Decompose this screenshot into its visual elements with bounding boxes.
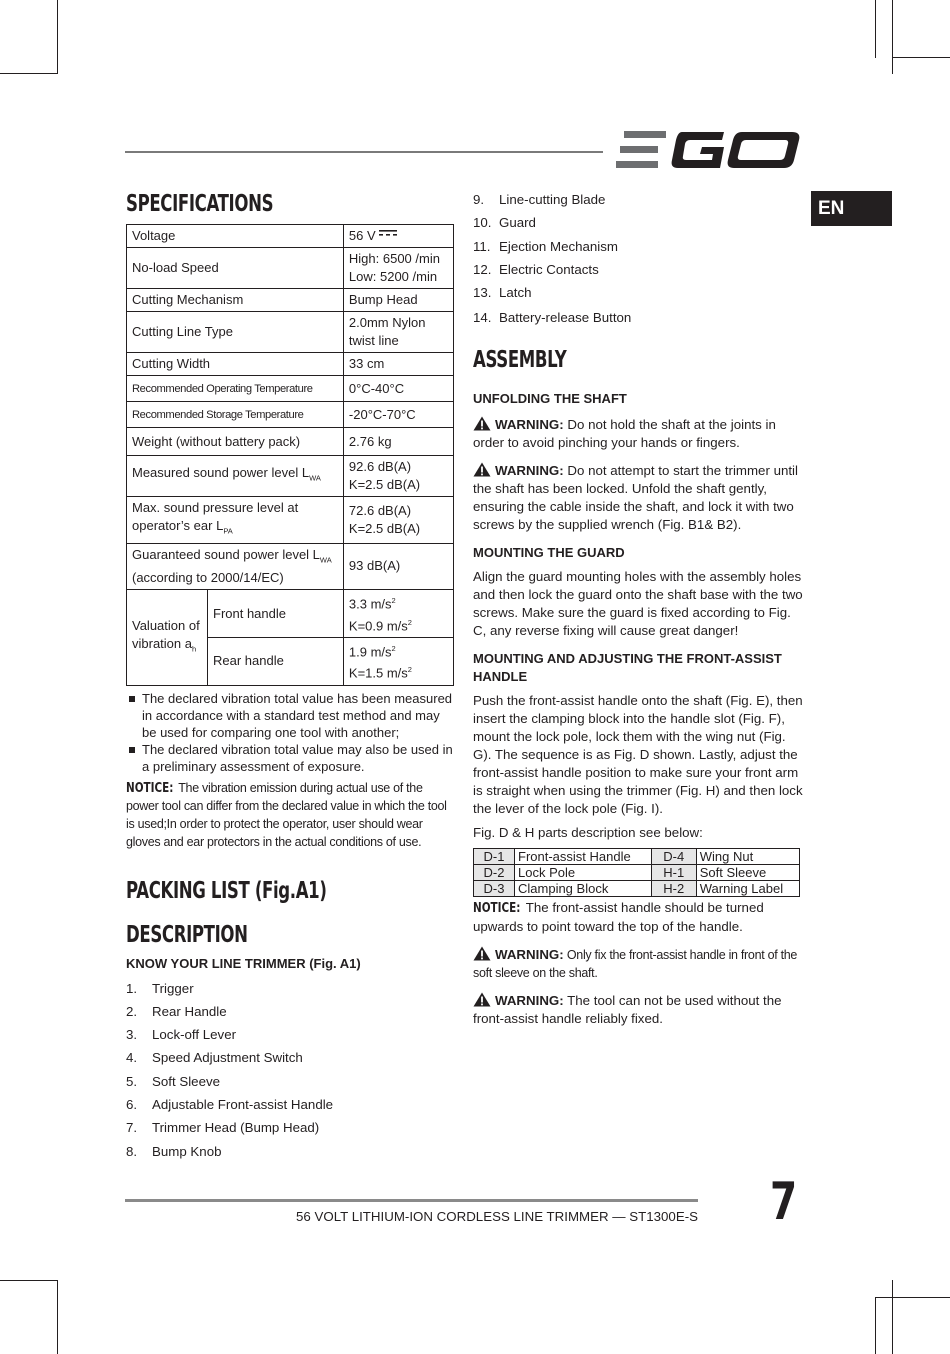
crop-mark	[892, 57, 950, 58]
description-subheading: KNOW YOUR LINE TRIMMER (Fig. A1)	[126, 955, 361, 971]
dc-symbol-icon	[379, 230, 397, 238]
handle-heading: MOUNTING AND ADJUSTING THE FRONT-ASSIST HANDLE	[473, 650, 782, 684]
list-item: 4. Speed Adjustment Switch	[126, 1050, 303, 1066]
table-row: Valuation of vibration $a_h$ Front handle 3.3 $m/s^2$ K=0.9 $m/s^2$	[127, 590, 454, 638]
table-row: Recommended Storage Temperature -20°C-70°C	[127, 402, 454, 428]
parts-list	[126, 977, 456, 1163]
footer-rule	[125, 1199, 698, 1202]
table-row: Voltage 56 V	[127, 225, 454, 248]
specifications-table	[126, 224, 454, 686]
parts-description-table	[473, 848, 800, 897]
list-item: 13. Latch	[473, 285, 532, 301]
warning-triangle-icon	[473, 992, 491, 1007]
table-row: Measured sound power level $L_{WA}$ 92.6 dB(A) K=2.5 dB(A)	[127, 456, 454, 497]
crop-mark	[57, 0, 58, 74]
warning-triangle-icon	[473, 462, 491, 477]
table-row: D-3 Clamping Block H-2 Warning Label	[474, 880, 800, 896]
left-column	[126, 188, 456, 1163]
description-heading: DESCRIPTION	[126, 921, 248, 948]
list-item: 6. Adjustable Front-assist Handle	[126, 1096, 334, 1112]
crop-mark	[892, 1280, 893, 1354]
crop-mark	[875, 0, 876, 58]
list-item: 2. Rear Handle	[126, 1003, 227, 1019]
list-item: The declared vibration total value has been measured in accordance with a standard test method and may be used for comparing one tool with another;	[126, 690, 456, 741]
crop-mark	[0, 1280, 58, 1281]
vibration-notes	[126, 690, 456, 775]
table-row: Recommended Operating Temperature 0°C-40°C	[127, 376, 454, 402]
header-rule	[125, 151, 603, 153]
table-row: No-load Speed High: 6500 /min Low: 5200 /min	[127, 248, 454, 289]
crop-mark	[0, 73, 58, 74]
warning-triangle-icon	[473, 946, 491, 961]
guard-text: Align the guard mounting holes with the assembly holes and then lock the guard onto the shaft base with the two screws. Make sure the guard is fixed according to Fig. C, any reverse fixing will cause great danger!	[473, 568, 803, 638]
crop-mark	[57, 1280, 58, 1354]
table-row: Max. sound pressure level at operator’s ear $L_{PA}$ 72.6 dB(A) K=2.5 dB(A)	[127, 497, 454, 544]
list-item: 7. Trimmer Head (Bump Head)	[126, 1120, 320, 1136]
warning-triangle-icon	[473, 416, 491, 431]
parts-list-continued	[473, 188, 803, 330]
list-item: 5. Soft Sleeve	[126, 1073, 221, 1089]
warning-paragraph: WARNING: Do not attempt to start the trimmer until the shaft has been locked. Unfold the shaft gently, ensuring the cable inside the shaft, and lock it with two screws by the supplied wrench (Fig. B1& B2).	[473, 462, 798, 532]
list-item: 14. Battery-release Button	[473, 310, 632, 326]
table-row: Guaranteed sound power level $L_{WA}$ (according to 2000/14/EC) 93 dB(A)	[127, 543, 454, 590]
handle-text: Push the front-assist handle onto the shaft (Fig. E), then insert the clamping block into the handle slot (Fig. F), mount the lock pole, lock them with the wing nut (Fig. G). The sequence is as Fig. D shown. Lastly, adjust the front-assist handle position to make sure your front arm is straight when using the trimmer (Fig. H) and then lock the lever of the lock pole (Fig. I).	[473, 692, 803, 816]
list-item: 8. Bump Knob	[126, 1143, 222, 1159]
packing-list-heading: PACKING LIST (Fig.A1)	[126, 877, 327, 904]
list-item: 12. Electric Contacts	[473, 261, 599, 277]
table-row: Cutting Width 33 cm	[127, 353, 454, 376]
crop-mark	[875, 1297, 876, 1354]
page-number: 7	[770, 1172, 798, 1232]
specifications-heading: SPECIFICATIONS	[126, 191, 274, 217]
table-row: D-2 Lock Pole H-1 Soft Sleeve	[474, 864, 800, 880]
list-item: 1. Trigger	[126, 980, 194, 996]
list-item: 10. Guard	[473, 215, 536, 231]
list-item: 11. Ejection Mechanism	[473, 238, 618, 254]
assembly-heading: ASSEMBLY	[473, 346, 567, 373]
language-tab: EN	[811, 191, 892, 226]
handle-notice: NOTICE: The front-assist handle should be turned upwards to point toward the top of the handle.	[473, 899, 764, 934]
right-column	[473, 188, 803, 1028]
ego-logo	[616, 128, 801, 172]
guard-heading: MOUNTING THE GUARD	[473, 544, 625, 560]
table-row: Cutting Mechanism Bump Head	[127, 289, 454, 312]
list-item: The declared vibration total value may also be used in a preliminary assessment of exposure.	[126, 741, 456, 775]
table-row: D-1 Front-assist Handle D-4 Wing Nut	[474, 848, 800, 864]
unfolding-heading: UNFOLDING THE SHAFT	[473, 390, 627, 406]
vibration-notice: NOTICE: The vibration emission during actual use of the power tool can differ from the declared value in which the tool is used;In order to protect the operator, user should wear gloves and ear protectors in the actual conditions of use.	[126, 780, 447, 849]
crop-mark	[875, 1297, 950, 1298]
parts-caption: Fig. D & H parts description see below:	[473, 824, 703, 840]
table-row: Weight (without battery pack) 2.76 kg	[127, 428, 454, 456]
list-item: 3. Lock-off Lever	[126, 1027, 237, 1043]
table-row: Cutting Line Type 2.0mm Nylon twist line	[127, 312, 454, 353]
warning-paragraph: WARNING: The tool can not be used without the front-assist handle reliably fixed.	[473, 992, 782, 1026]
footer-title: 56 VOLT LITHIUM-ION CORDLESS LINE TRIMMER — ST1300E-S	[296, 1209, 698, 1224]
crop-mark	[892, 0, 893, 74]
warning-paragraph: WARNING: Do not hold the shaft at the joints in order to avoid pinching your hands or fingers.	[473, 416, 776, 450]
table-row: Rear handle 1.9 $m/s^2$ K=1.5 $m/s^2$	[127, 637, 454, 685]
list-item: 9. Line-cutting Blade	[473, 192, 606, 207]
warning-paragraph: WARNING: Only fix the front-assist handle in front of the soft sleeve on the shaft.	[473, 946, 798, 980]
